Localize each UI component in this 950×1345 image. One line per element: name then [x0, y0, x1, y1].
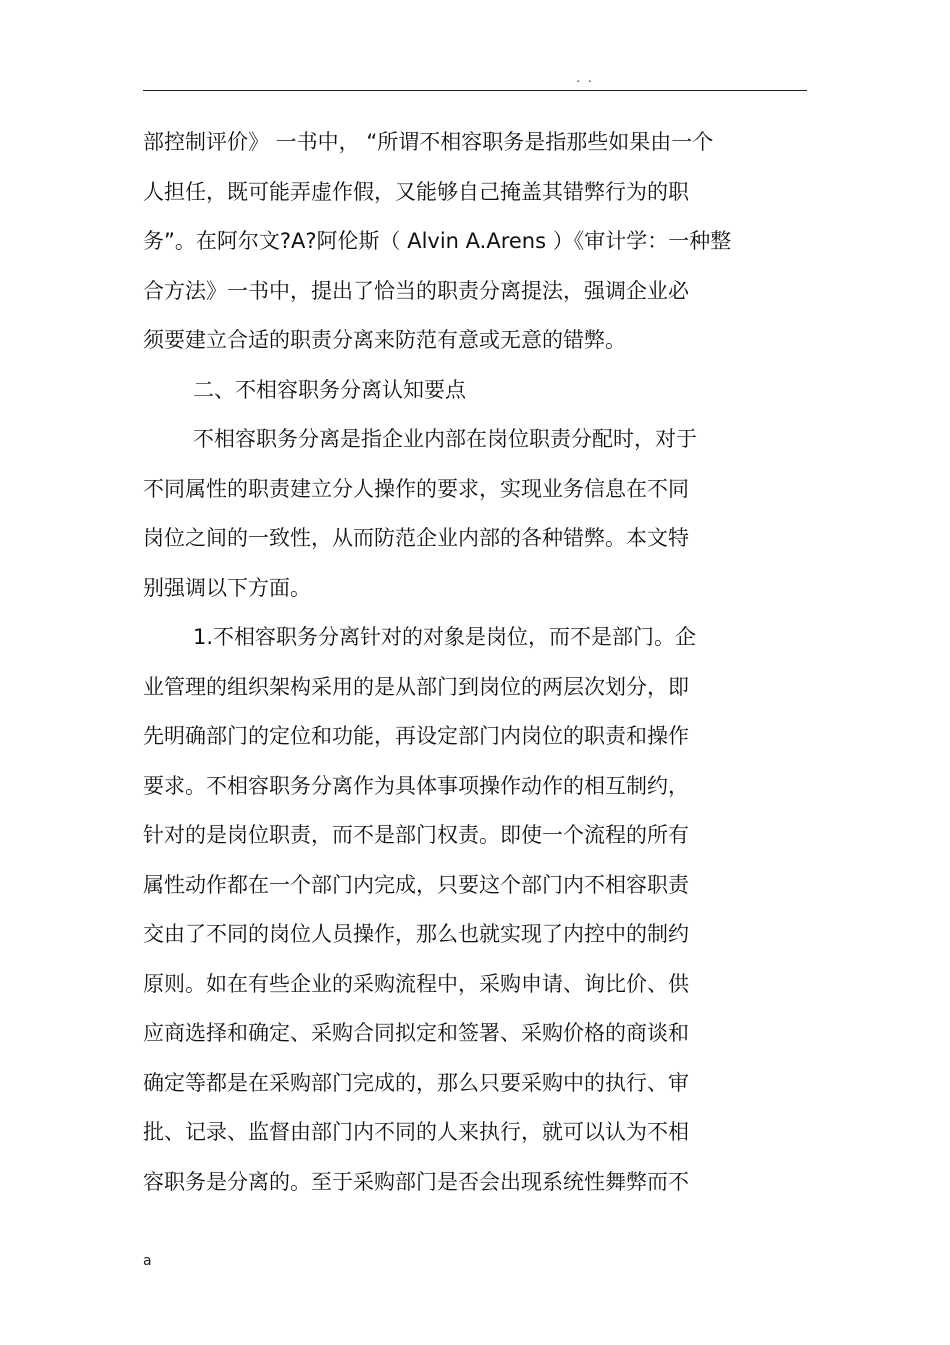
footer-mark: a [143, 1253, 152, 1269]
text-line: 部控制评价》 一书中， “所谓不相容职务是指那些如果由一个 [143, 130, 714, 154]
section-heading: 二、不相容职务分离认知要点 [193, 377, 466, 402]
text-line: 确定等都是在采购部门完成的，那么只要采购中的执行、审 [143, 1070, 689, 1095]
header-rule [143, 90, 807, 91]
text-line: 人担任，既可能弄虚作假，又能够自己掩盖其错弊行为的职 [143, 179, 689, 204]
text-line: 属性动作都在一个部门内完成，只要这个部门内不相容职责 [143, 872, 689, 897]
text-line: 先明确部门的定位和功能，再设定部门内岗位的职责和操作 [143, 724, 689, 748]
text-line: 不同属性的职责建立分人操作的要求，实现业务信息在不同 [143, 476, 689, 501]
text-line: 批、记录、监督由部门内不同的人来执行，就可以认为不相 [143, 1120, 689, 1144]
text-line: 不相容职务分离是指企业内部在岗位职责分配时，对于 [193, 427, 697, 451]
text-line: 要求。不相容职务分离作为具体事项操作动作的相互制约， [143, 773, 689, 798]
text-line: 应商选择和确定、采购合同拟定和签署、采购价格的商谈和 [143, 1021, 689, 1045]
text-line: 交由了不同的岗位人员操作，那么也就实现了内控中的制约 [143, 922, 689, 946]
text-line: 须要建立合适的职责分离来防范有意或无意的错弊。 [143, 328, 626, 352]
text-line: 针对的是岗位职责，而不是部门权责。即使一个流程的所有 [143, 823, 689, 847]
body-text [143, 118, 793, 1207]
text-line: 业管理的组织架构采用的是从部门到岗位的两层次划分，即 [143, 674, 689, 699]
text-line: 别强调以下方面。 [143, 575, 311, 600]
text-line: 1.不相容职务分离针对的对象是岗位，而不是部门。企 [193, 625, 697, 649]
text-line: 合方法》一书中，提出了恰当的职责分离提法，强调企业必 [143, 278, 689, 303]
text-line: 岗位之间的一致性，从而防范企业内部的各种错弊。本文特 [143, 526, 689, 550]
header-mark: . . [576, 71, 594, 85]
text-line: 务”。在阿尔文?A?阿伦斯（ Alvin A.Arens ）《审计学：一种整 [143, 229, 732, 253]
text-line: 容职务是分离的。至于采购部门是否会出现系统性舞弊而不 [143, 1169, 689, 1194]
text-line: 原则。如在有些企业的采购流程中，采购申请、询比价、供 [143, 971, 689, 996]
